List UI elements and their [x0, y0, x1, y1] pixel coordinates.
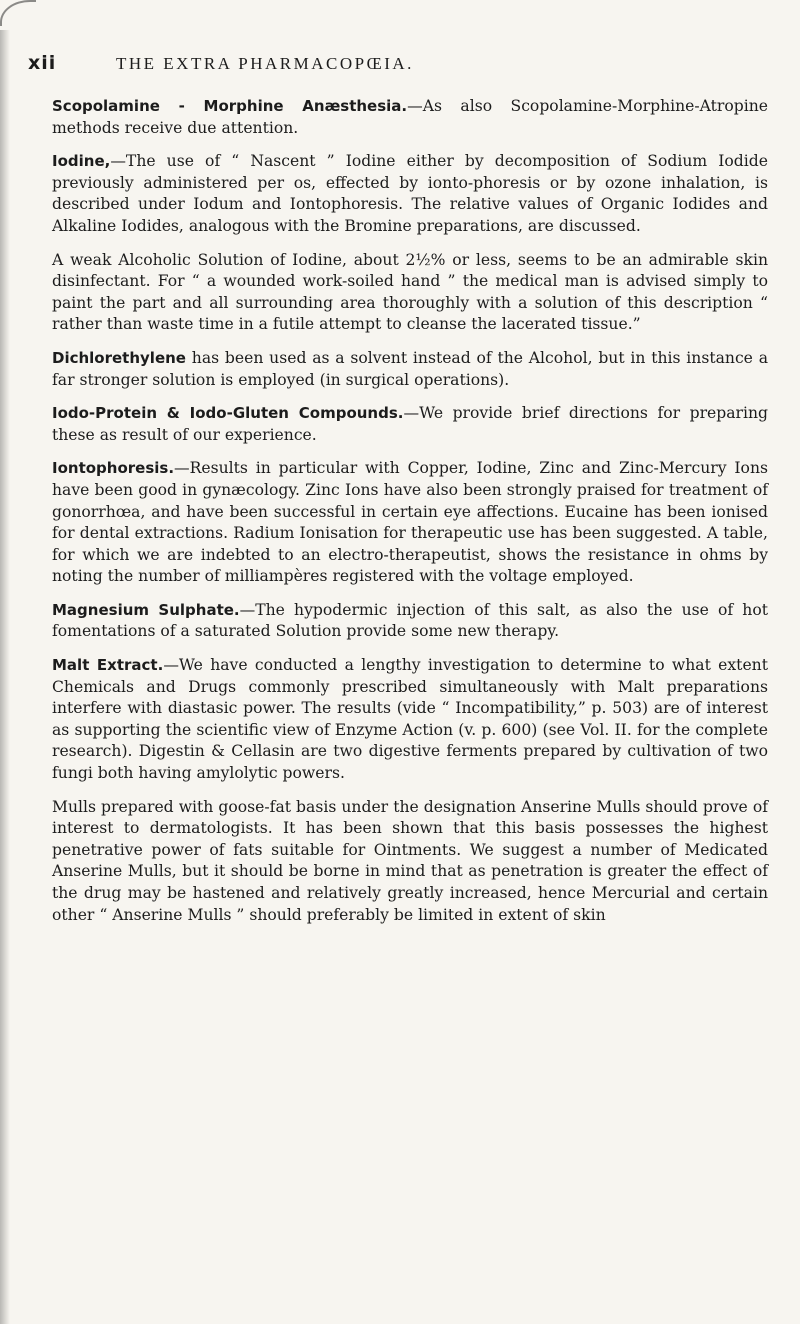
paragraph-iodo-protein [52, 403, 768, 446]
paragraph-text: —We provide brief directions for preparing these as result of our experience. [52, 404, 768, 444]
term-heading: Dichlorethylene [52, 348, 186, 367]
page-body [52, 96, 768, 938]
paragraph-magnesium-sulphate [52, 600, 768, 643]
paragraph-text: —The use of “ Nascent ” Iodine either by decomposition of Sodium Iodide previously administered per os, effected by ionto-phoresis or by ozone inhalation, is described under Iodum and Iontophoresis. The relative values of Organic Iodides and Alkaline Iodides, analogous with the Bromine preparations, are discussed. [52, 152, 768, 235]
term-heading: Iontophoresis. [52, 459, 175, 478]
paragraph-iodine-solution [52, 250, 768, 336]
page-corner-mark [0, 0, 36, 26]
paragraph-text: —We have conducted a lengthy investigation to determine to what extent Chemicals and Drugs commonly prescribed simultaneously with Malt preparations interfere with diastasic power. The results (vide “ Incompatibility,” p. 503) are of interest as supporting the scientific view of Enzyme Action (v. p. 600) (see Vol. II. for the complete research). Digestin & Cellasin are two digestive ferments prepared by cultivation of two fungi both having amylolytic powers. [52, 656, 768, 783]
term-heading: Malt Extract. [52, 656, 164, 675]
paragraph-text: A weak Alcoholic Solution of Iodine, about 2½% or less, seems to be an admirable skin disinfectant. For “ a wounded work-soiled hand ” the medical man is advised simply to paint the part and all surrounding area thoroughly with a solution of this description “ rather than waste time in a futile attempt to cleanse the lacerated tissue.” [52, 250, 768, 334]
paragraph-text: —As also Scopolamine-Morphine-Atropine methods receive due attention. [52, 97, 768, 137]
running-title: THE EXTRA PHARMACOPŒIA. [116, 54, 414, 73]
paragraph-text: —The hypodermic injection of this salt, as also the use of hot fomentations of a saturated Solution provide some new therapy. [52, 600, 768, 641]
paragraph-text: Mulls prepared with goose-fat basis under the designation Anserine Mulls should prove of interest to dermatologists. It has been shown that this basis possesses the highest penetrative power of fats suitable for Ointments. We suggest a number of Medicated Anserine Mulls, but it should be borne in mind that as penetration is greater the effect of the drug may be hastened and relatively greatly increased, hence Mercurial and certain other “ Anserine Mulls ” should preferably be limited in extent of skin [52, 797, 768, 924]
paragraph-anserine-mulls [52, 797, 768, 927]
term-heading: Iodine, [52, 152, 111, 171]
term-heading: Magnesium Sulphate. [52, 600, 240, 619]
paragraph-iodine [52, 151, 768, 237]
paragraph-text: has been used as a solvent instead of the Alcohol, but in this instance a far stronger solution is employed (in surgical operations). [52, 348, 768, 389]
page-header [28, 52, 768, 82]
term-heading: Iodo-Protein & Iodo-Gluten Compounds. [52, 404, 404, 423]
paragraph-text: —Results in particular with Copper, Iodine, Zinc and Zinc-Mercury Ions have been good in gynæcology. Zinc Ions have also been strongly praised for treatment of gonorrhœa, and have been successful in certain eye affections. Eucaine has been ionised for dental extractions. Radium Ionisation for therapeutic use has been suggested. A table, for which we are indebted to an electro-therapeutist, shows the resistance in ohms by noting the number of milliampères registered with the voltage employed. [52, 459, 768, 586]
binding-shadow [0, 30, 10, 1324]
page-number: xii [28, 52, 57, 74]
paragraph-iontophoresis [52, 458, 768, 588]
paragraph-scopolamine [52, 96, 768, 139]
paragraph-malt-extract [52, 655, 768, 785]
paragraph-dichlorethylene [52, 348, 768, 391]
term-heading: Scopolamine - Morphine Anæsthesia. [52, 97, 408, 115]
